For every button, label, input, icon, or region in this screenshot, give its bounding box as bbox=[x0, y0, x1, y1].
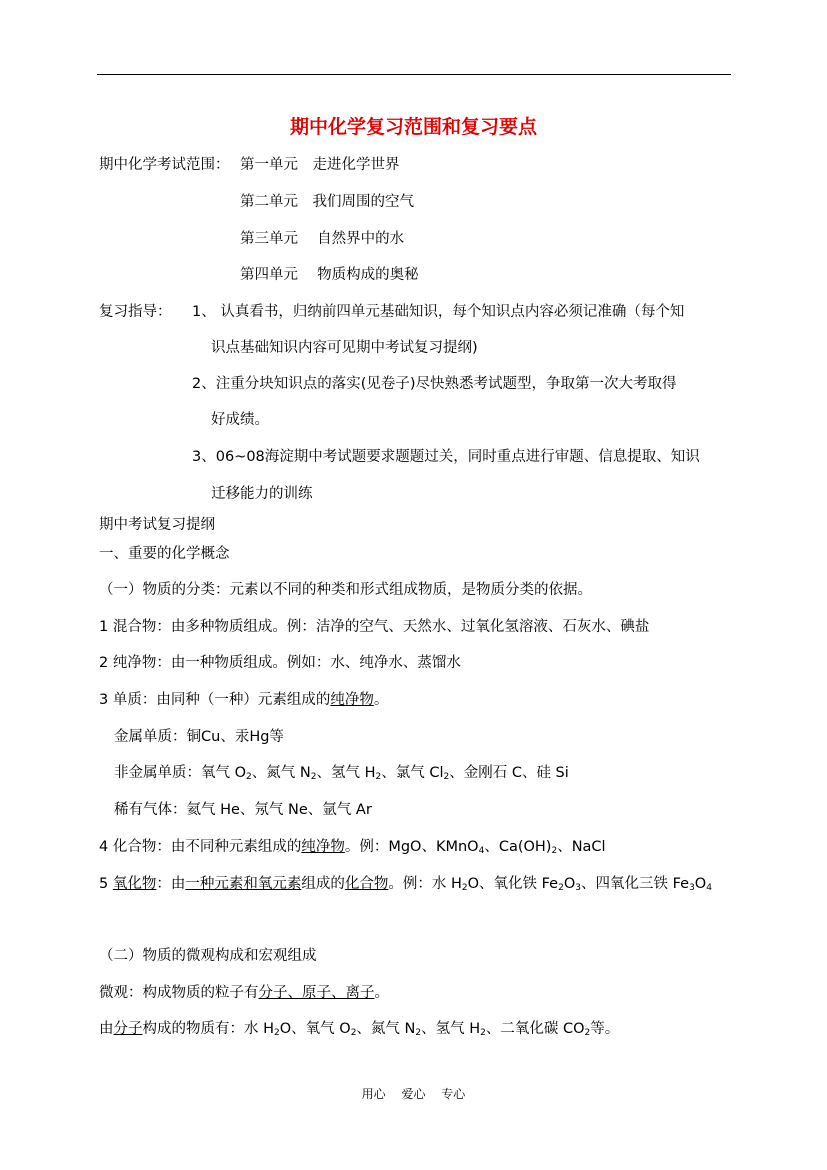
item-mixture: 1 混合物：由多种物质组成。例：洁净的空气、天然水、过氧化氢溶液、石灰水、碘盐 bbox=[99, 619, 650, 635]
document-title: 期中化学复习范围和复习要点 bbox=[289, 116, 537, 138]
outline-title: 期中考试复习提纲 bbox=[99, 517, 215, 533]
guide-item-2-line1: 2、注重分块知识点的落实(见卷子)尽快熟悉考试题型，争取第一次大考取得 bbox=[192, 376, 677, 392]
item-nonmetal-elements: 非金属单质：氧气 $O_2$、氮气 $N_2$、氢气 $H_2$、氯气 $Cl_2$、金刚石 C、硅 Si bbox=[114, 765, 569, 782]
item-metal-elements: 金属单质：铜Cu、汞Hg等 bbox=[114, 729, 284, 745]
guide-item-1-line1: 1、 认真看书，归纳前四单元基础知识，每个知识点内容必须记准确（每个知 bbox=[192, 304, 685, 320]
scope-unit-4: 第四单元 物质构成的奥秘 bbox=[240, 267, 419, 283]
subsection-composition: （二）物质的微观构成和宏观组成 bbox=[99, 948, 317, 964]
scope-unit-3: 第三单元 自然界中的水 bbox=[240, 231, 405, 247]
item-pure-substance: 2 纯净物：由一种物质组成。例如：水、纯净水、蒸馏水 bbox=[99, 655, 461, 671]
guide-label: 复习指导： bbox=[99, 304, 172, 320]
item-oxide: 5 氧化物：由一种元素和氧元素组成的化合物。例：水 $H_2O$、氧化铁 $Fe_2O_3$、四氧化三铁 $Fe_3O_4$ bbox=[99, 876, 712, 893]
scope-unit-1: 第一单元 走进化学世界 bbox=[240, 157, 400, 173]
item-element-substance: 3 单质：由同种（一种）元素组成的纯净物。 bbox=[99, 692, 389, 708]
scope-unit-2: 第二单元 我们周围的空气 bbox=[240, 194, 414, 210]
guide-item-3-line2: 迁移能力的训练 bbox=[211, 486, 313, 502]
item-molecular-substances: 由分子构成的物质有：水 $H_2O$、氧气 $O_2$、氮气 $N_2$、氢气 $H_2$、二氧化碳 $CO_2$等。 bbox=[99, 1021, 620, 1038]
header-rule bbox=[97, 74, 731, 75]
guide-item-3-line1: 3、06~08海淀期中考试题要求题题过关，同时重点进行审题、信息提取、知识 bbox=[192, 449, 700, 465]
section-1-heading: 一、重要的化学概念 bbox=[99, 546, 230, 562]
guide-item-1-line2: 识点基础知识内容可见期中考试复习提纲) bbox=[211, 340, 478, 356]
guide-item-2-line2: 好成绩。 bbox=[211, 412, 269, 428]
item-compound: 4 化合物：由不同种元素组成的纯净物。例：MgO、KMnO$_4$、$Ca(OH)_2$、NaCl bbox=[99, 839, 606, 856]
item-noble-gases: 稀有气体：氦气 He、氖气 Ne、氩气 Ar bbox=[114, 802, 372, 818]
item-microscopic: 微观：构成物质的粒子有分子、原子、离子。 bbox=[99, 985, 389, 1001]
scope-label: 期中化学考试范围： bbox=[99, 157, 230, 173]
page-footer: 用心 爱心 专心 bbox=[361, 1087, 466, 1101]
subsection-classification: （一）物质的分类：元素以不同的种类和形式组成物质，是物质分类的依据。 bbox=[99, 582, 592, 598]
